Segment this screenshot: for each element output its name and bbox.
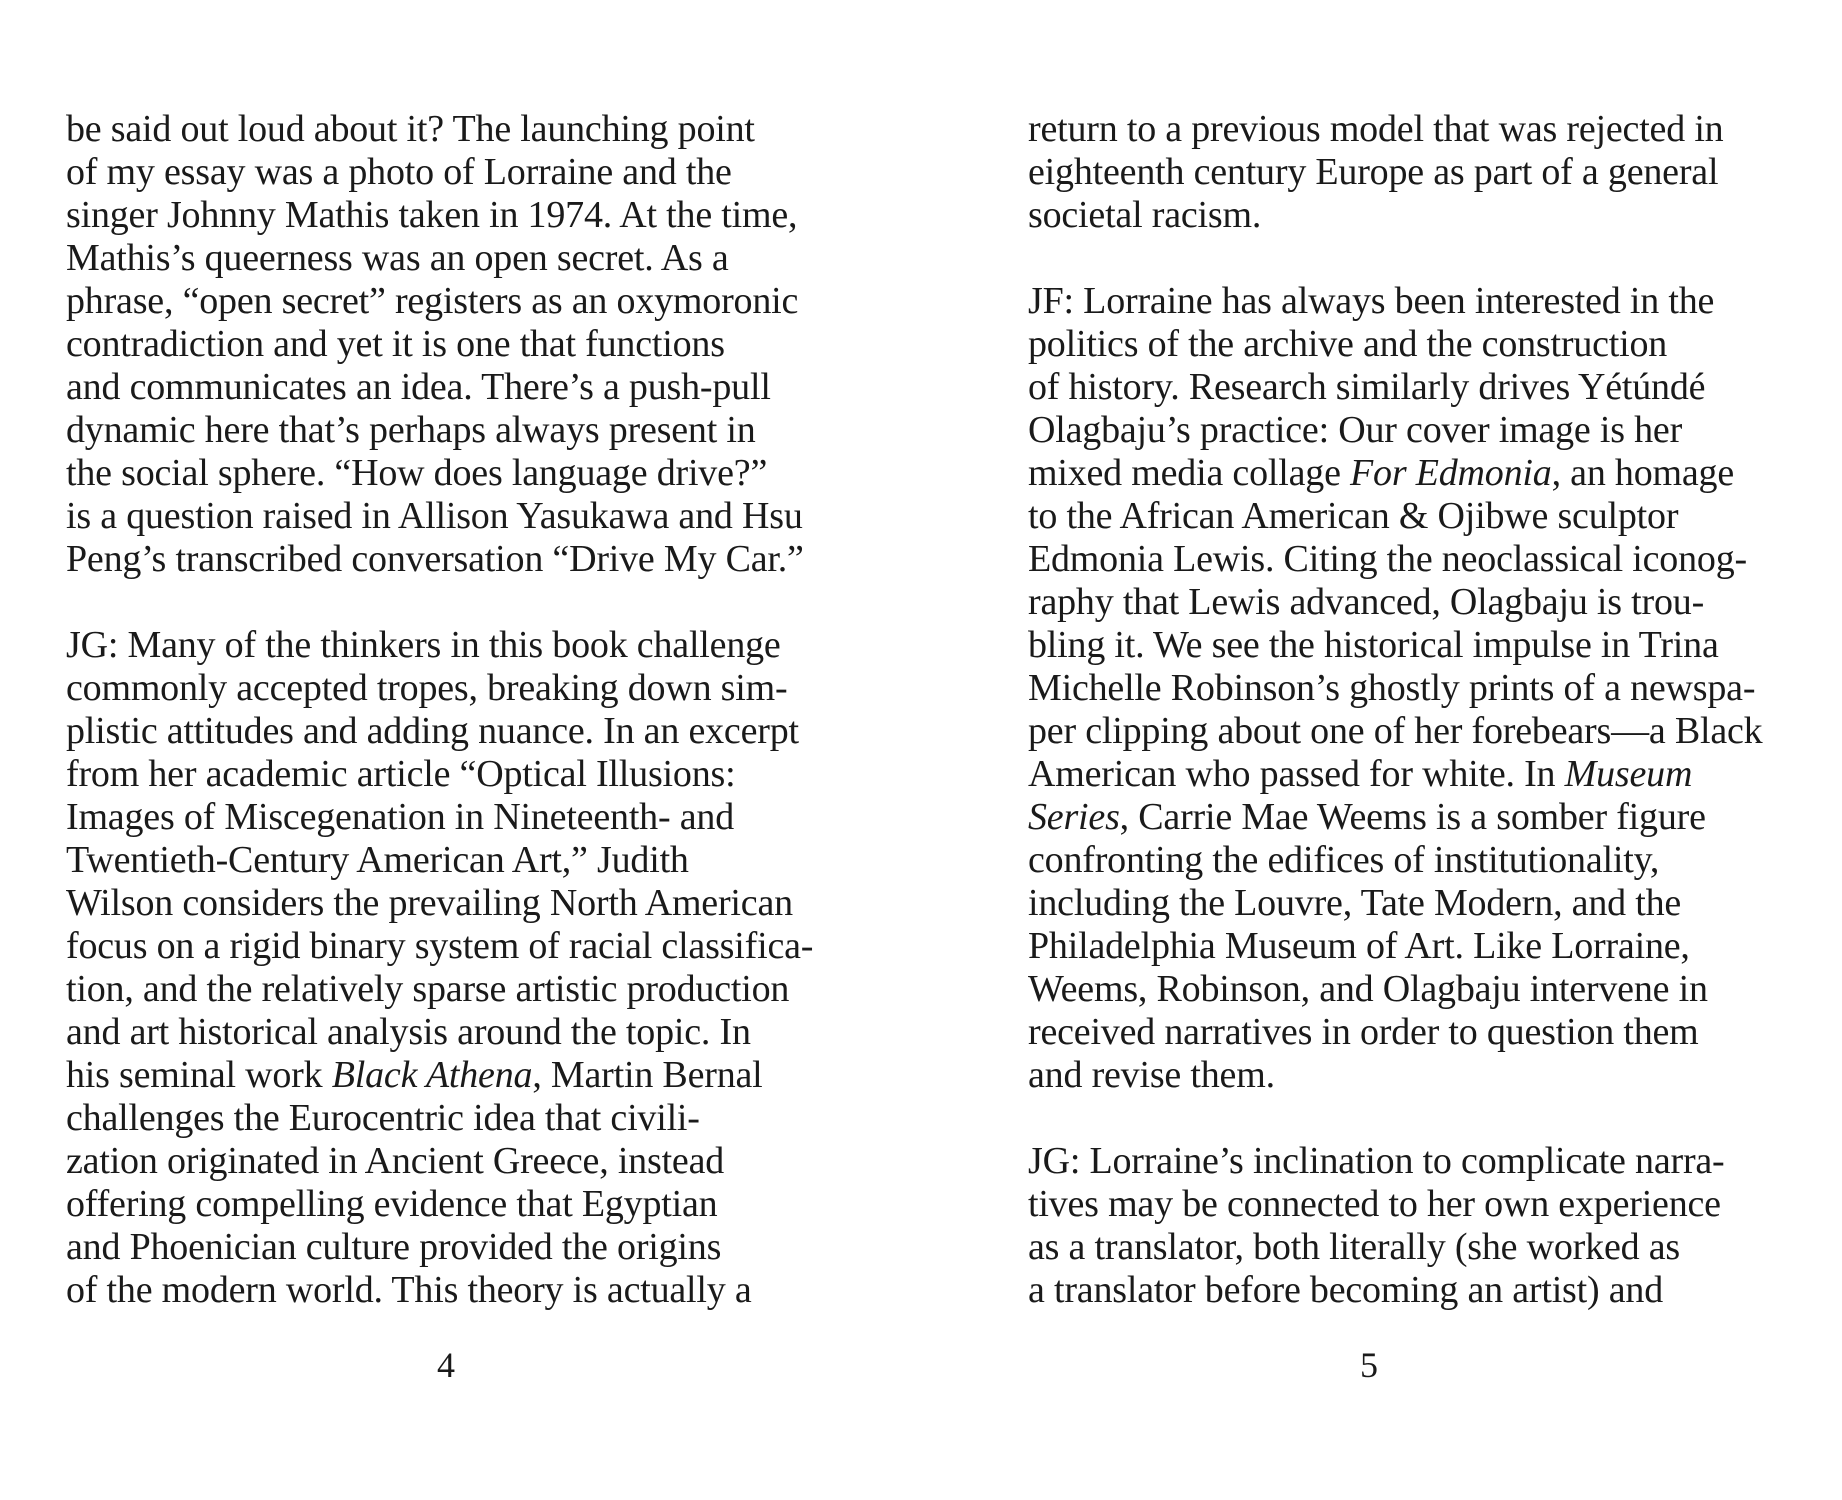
text-line: confronting the edifices of institutionality,	[1028, 839, 1660, 881]
text-run: , Martin Bernal	[532, 1054, 763, 1096]
text-line: societal racism.	[1028, 194, 1262, 236]
paragraph-break	[1028, 237, 1798, 280]
text-run: , an homage	[1551, 452, 1735, 494]
text-line: singer Johnny Mathis taken in 1974. At the time,	[66, 194, 798, 236]
text-run: American who passed for white. In	[1028, 753, 1565, 795]
text-line: to the African American & Ojibwe sculptor	[1028, 495, 1679, 537]
text-line: raphy that Lewis advanced, Olagbaju is trou-	[1028, 581, 1705, 623]
page-number: 5	[1360, 1345, 1378, 1385]
text-line: Mathis’s queerness was an open secret. As a	[66, 237, 729, 279]
text-line: plistic attitudes and adding nuance. In an excerpt	[66, 710, 799, 752]
text-line: Wilson considers the prevailing North American	[66, 882, 793, 924]
text-line: zation originated in Ancient Greece, instead	[66, 1140, 725, 1182]
text-line: JF: Lorraine has always been interested in the	[1028, 280, 1715, 322]
text-line: and revise them.	[1028, 1054, 1275, 1096]
text-line: the social sphere. “How does language drive?”	[66, 452, 768, 494]
text-line: politics of the archive and the construction	[1028, 323, 1668, 365]
text-line: Peng’s transcribed conversation “Drive My Car.”	[66, 538, 804, 580]
text-line: JG: Many of the thinkers in this book challenge	[66, 624, 781, 666]
text-line: Edmonia Lewis. Citing the neoclassical iconog-	[1028, 538, 1747, 580]
text-line: bling it. We see the historical impulse in Trina	[1028, 624, 1719, 666]
italic-title: Museum	[1564, 753, 1693, 795]
text-line: is a question raised in Allison Yasukawa and Hsu	[66, 495, 803, 537]
text-line: eighteenth century Europe as part of a general	[1028, 151, 1719, 193]
left-text-column	[66, 108, 836, 1312]
text-line: contradiction and yet it is one that functions	[66, 323, 725, 365]
text-line: as a translator, both literally (she worked as	[1028, 1226, 1680, 1268]
text-line: and art historical analysis around the topic. In	[66, 1011, 751, 1053]
italic-title: For Edmonia	[1350, 452, 1552, 494]
paragraph-break	[66, 581, 836, 624]
text-line: Weems, Robinson, and Olagbaju intervene in	[1028, 968, 1708, 1010]
text-run: his seminal work	[66, 1054, 332, 1096]
text-line: Michelle Robinson’s ghostly prints of a newspa-	[1028, 667, 1756, 709]
text-run: , Carrie Mae Weems is a somber figure	[1119, 796, 1706, 838]
text-line: per clipping about one of her forebears—a Black	[1028, 710, 1763, 752]
text-run: mixed media collage	[1028, 452, 1351, 494]
text-line: Olagbaju’s practice: Our cover image is her	[1028, 409, 1683, 451]
text-line	[1028, 452, 1798, 495]
text-line: dynamic here that’s perhaps always present in	[66, 409, 756, 451]
text-line: of the modern world. This theory is actually a	[66, 1269, 752, 1311]
text-line: challenges the Eurocentric idea that civili-	[66, 1097, 700, 1139]
text-line: tion, and the relatively sparse artistic production	[66, 968, 790, 1010]
text-line	[1028, 796, 1798, 839]
text-line: of history. Research similarly drives Yétúndé	[1028, 366, 1706, 408]
right-text-column	[1028, 108, 1798, 1312]
text-line	[1028, 753, 1798, 796]
text-line: be said out loud about it? The launching point	[66, 108, 755, 150]
text-line: Twentieth-Century American Art,” Judith	[66, 839, 689, 881]
text-line: and Phoenician culture provided the origins	[66, 1226, 722, 1268]
text-line: and communicates an idea. There’s a push-pull	[66, 366, 771, 408]
text-line	[66, 1054, 836, 1097]
page-number: 4	[437, 1345, 455, 1385]
text-line: return to a previous model that was rejected in	[1028, 108, 1724, 150]
italic-title: Series	[1028, 796, 1120, 838]
text-line: tives may be connected to her own experience	[1028, 1183, 1721, 1225]
text-line: of my essay was a photo of Lorraine and the	[66, 151, 732, 193]
text-line: phrase, “open secret” registers as an oxymoronic	[66, 280, 799, 322]
text-line: commonly accepted tropes, breaking down sim-	[66, 667, 788, 709]
text-line: Philadelphia Museum of Art. Like Lorraine,	[1028, 925, 1690, 967]
paragraph-break	[1028, 1097, 1798, 1140]
text-line: from her academic article “Optical Illusions:	[66, 753, 736, 795]
italic-title: Black Athena	[331, 1054, 533, 1096]
text-line: received narratives in order to question them	[1028, 1011, 1699, 1053]
text-line: a translator before becoming an artist) and	[1028, 1269, 1664, 1311]
text-line: Images of Miscegenation in Nineteenth- and	[66, 796, 734, 838]
text-line: including the Louvre, Tate Modern, and the	[1028, 882, 1682, 924]
right-page	[921, 0, 1842, 1500]
text-line: offering compelling evidence that Egyptian	[66, 1183, 718, 1225]
text-line: JG: Lorraine’s inclination to complicate narra-	[1028, 1140, 1725, 1182]
text-line: focus on a rigid binary system of racial classifica-	[66, 925, 814, 967]
